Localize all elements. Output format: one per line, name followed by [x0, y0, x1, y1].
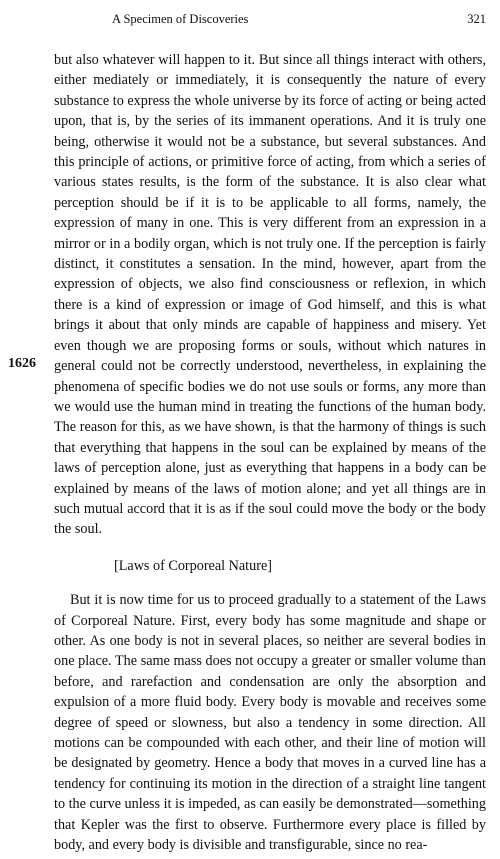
page-number: 321 — [467, 12, 486, 26]
paragraph-continuation: but also whatever will happen to it. But since all things interact with others, either mediately or immediately, it is consequently the nature of every substance to express the whole universe by its force of acting or being acted upon, that is, by the series of its immanent operations. And it is truly one being, otherwise it would not be a substance, but several substances. And this principle of actions, or primitive force of acting, from which a series of various states results, is the form of the substance. It is also clear what perception should be if it is to be applicable to all forms, namely, the expression of many in one. This is very different from an expression in a mirror or in a bodily organ, which is not truly one. If the perception is fairly distinct, it constitutes a sensation. In the mind, however, apart from the expression of objects, we also find consciousness or reflexion, in which there is a kind of expression or image of God himself, and this is what brings it about that only minds are capable of happiness and misery. Yet even though we are proposing forms or souls, without which natures in general could not be correctly understood, nevertheless, in explaining the phenomena of specific bodies we do not use souls or forms, any more than we would use the human mind in treating the functions of the human body. The reason for this, as we have shown, is that the harmony of things is such that everything that happens in the soul can be explained by means of the laws of perception alone, just as everything that happens in a body can be explained by means of the laws of motion alone; and yet all things are in such mutual accord that it is as if the soul could move the body or the body the soul. — [54, 52, 486, 538]
running-head: A Specimen of Discoveries — [112, 12, 249, 26]
body-text — [54, 50, 486, 855]
section-heading: [Laws of Corporeal Nature] — [114, 557, 272, 574]
marginal-page-reference: 1626 — [8, 356, 36, 371]
page-header — [54, 10, 486, 30]
paragraph-laws: But it is now time for us to proceed gradually to a statement of the Laws of Corporeal Nature. First, every body has some magnitude and shape or other. As one body is not in several places, so neither are several bodies in one place. The same mass does not occupy a greater or smaller volume than before, and rarefaction and condensation are only the absorption and expulsion of a more fluid body. Every body is movable and receives some degree of speed or slowness, but also a tendency in some direction. All motions can be compounded with each other, and their line of motion will be designated by geometry. Hence a body that moves in a curved line has a tendency for continuing its motion in the direction of a straight line tangent to the curve unless it is impeded, as can easily be demonstrated—something that Kepler was the first to observe. Furthermore every place is filled by body, and every body is divisible and transfigurable, since no rea- — [54, 592, 486, 854]
